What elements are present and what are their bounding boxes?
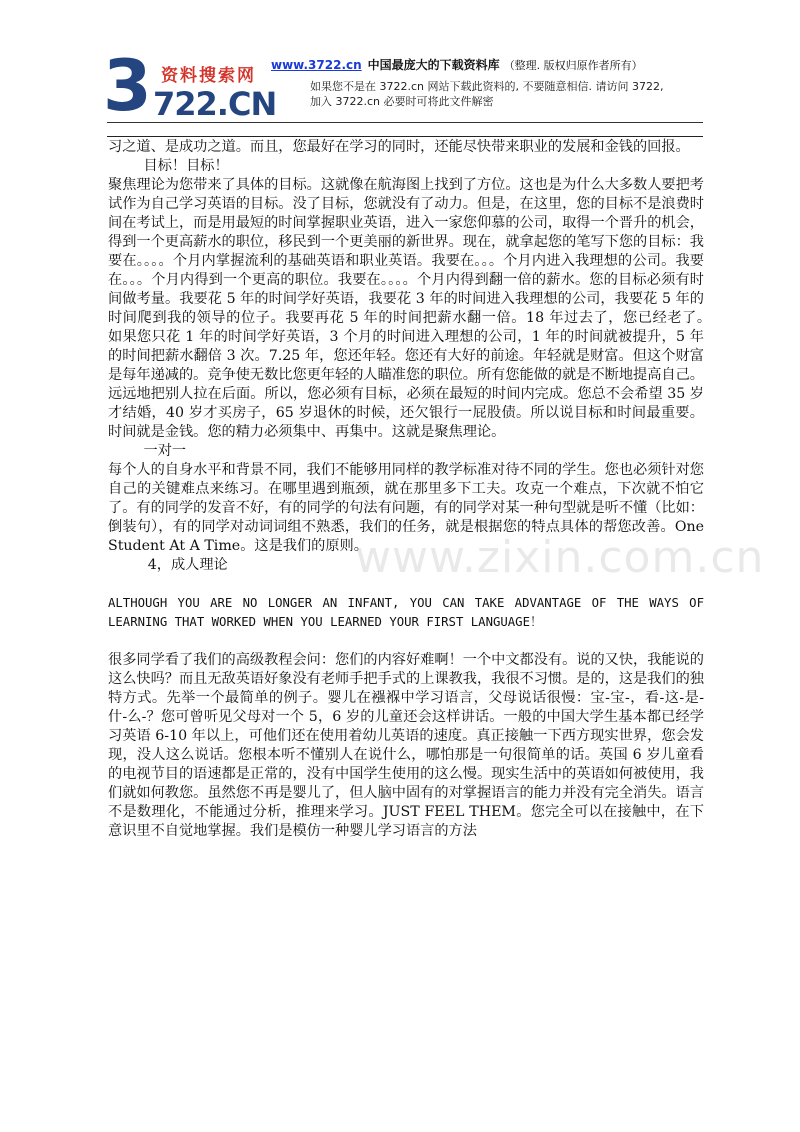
- notice-line-2: 加入 3722.cn 必要时可将此文件解密: [310, 95, 494, 108]
- english-quote: ALTHOUGH YOU ARE NO LONGER AN INFANT, YOU CAN TAKE ADVANTAGE OF THE WAYS OF LEARNING THAT WORKED WHEN YOU LEARNED YOUR FIRST LANGUAGE！: [108, 596, 704, 629]
- site-title: 中国最庞大的下载资料库: [367, 58, 500, 72]
- page-header: [0, 0, 800, 140]
- logo-domain: 722.CN: [153, 85, 277, 123]
- paragraph: 很多同学看了我们的高级教程会问：您们的内容好难啊！一个中文都没有。说的又快，我能说的这么快吗？而且无敌英语好象没有老师手把手式的上课教我，我很不习惯。是的，这是我们的独特方式。先举一个最简单的例子。婴儿在襁褓中学习语言，父母说话很慢：宝-宝-，看-这-是-什-么-？您可曾听见父母对一个 5，6 岁的儿童还会这样讲话。一般的中国大学生基本都已经学习英语 6-10 年以上，可他们还在使用着幼儿英语的速度。真正接触一下西方现实世界，您会发现，没人这么说话。您根本听不懂别人在说什么，哪怕那是一句很简单的话。英国 6 岁儿童看的电视节目的语速都是正常的，没有中国学生使用的这么慢。现实生活中的英语如何被使用，我们就如何教您。虽然您不再是婴儿了，但人脑中固有的对掌握语言的能力并没有完全消失。语言不是数理化，不能通过分析，推理来学习。JUST FEEL THEM。您完全可以在接触中，在下意识里不自觉地掌握。我们是模仿一种婴儿学习语言的方法: [108, 652, 704, 839]
- header-divider-thin: [107, 122, 703, 123]
- logo-number: 3: [103, 45, 152, 127]
- watermark: www.zixin.com.cn: [355, 532, 765, 583]
- section-heading: 4，成人理论: [147, 557, 228, 573]
- logo-chinese-text: 资料搜索网: [161, 66, 256, 86]
- section-heading: 一对一: [143, 443, 187, 459]
- notice-line-1: 如果您不是在 3722.cn 网站下载此资料的, 不要随意相信. 请访问 3722,: [310, 80, 664, 93]
- paragraph: 每个人的自身水平和背景不同，我们不能够用同样的教学标准对待不同的学生。您也必须针对您自己的关键难点来练习。在哪里遇到瓶颈，就在那里多下工夫。攻克一个难点，下次就不怕它了。有的同学的发音不好，有的同学的句法有问题，有的同学对某一种句型就是听不懂（比如：倒装句），有的同学对动词词组不熟悉，我们的任务，就是根据您的特点具体的帮您改善。One Student At A Time。这是我们的原则。: [108, 462, 704, 554]
- spacer: [108, 632, 704, 651]
- copyright-note: （整理. 版权归原作者所有）: [503, 59, 643, 72]
- section-heading: 目标！目标！: [143, 158, 229, 174]
- header-divider-thick: [107, 136, 703, 137]
- spacer: [108, 575, 704, 594]
- paragraph: 聚焦理论为您带来了具体的目标。这就像在航海图上找到了方位。这也是为什么大多数人要把考试作为自己学习英语的目标。没了目标，您就没有了动力。但是，在这里，您的目标不是浪费时间在考试上，而是用最短的时间掌握职业英语，进入一家您仰慕的公司，取得一个晋升的机会，得到一个更高薪水的职位，移民到一个更美丽的新世界。现在，就拿起您的笔写下您的目标：我要在。。。。个月内掌握流利的基础英语和职业英语。我要在。。。个月内进入我理想的公司。我要在。。。个月内得到一个更高的职位。我要在。。。。个月内得到翻一倍的薪水。您的目标必须有时间做考量。我要花 5 年的时间学好英语，我要花 3 年的时间进入我理想的公司，我要花 5 年的时间爬到我的领导的位子。我要再花 5 年的时间把薪水翻一倍。18 年过去了，您已经老了。 如果您只花 1 年的时间学好英语，3 个月的时间进入理想的公司，1 年的时间就被提升，5 年的时间把薪水翻倍 3 次。7.25 年，您还年轻。您还有大好的前途。年轻就是财富。但这个财富是每年递减的。竞争使无数比您更年轻的人瞄准您的职位。所有您能做的就是不断地提高自己。远远地把别人拉在后面。所以，您必须有目标，必须在最短的时间内完成。您总不会希望 35 岁才结婚，40 岁才买房子，65 岁退休的时候，还欠银行一屁股债。所以说目标和时间最重要。时间就是金钱。您的精力必须集中、再集中。这就是聚焦理论。: [108, 177, 719, 440]
- document-body: [108, 138, 719, 841]
- paragraph: 习之道、是成功之道。而且，您最好在学习的同时，还能尽快带来职业的发展和金钱的回报。: [108, 139, 690, 155]
- header-line: [271, 56, 643, 73]
- site-logo[interactable]: [103, 45, 278, 127]
- site-url-link[interactable]: www.3722.cn: [271, 58, 362, 72]
